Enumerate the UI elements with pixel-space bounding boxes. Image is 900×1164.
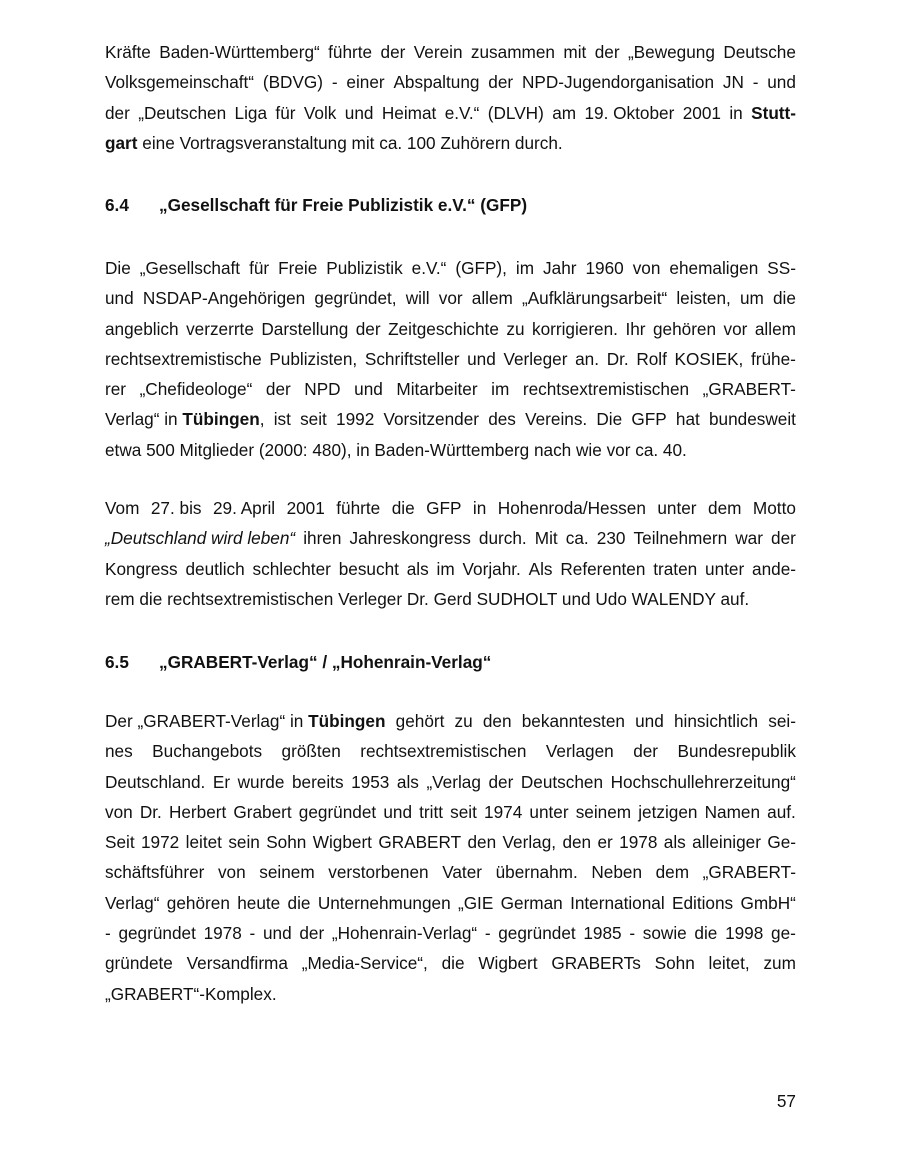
italic-motto: „Deutschland wird leben“ [105, 528, 296, 549]
text-line: gründete Versandfirma „Media-Service“, die Wigbert GRABERTs Sohn leitet, zum [105, 953, 796, 974]
text-line: der „Deutschen Liga für Volk und Heimat e.V.“ (DLVH) am 19. Oktober 2001 in Stutt- [105, 98, 796, 128]
text-line: Volksgemeinschaft“ (BDVG) - einer Abspaltung der NPD-Jugendorganisation JN - und [105, 72, 796, 93]
bold-place-name: Tübingen [308, 711, 386, 731]
section-number: 6.5 [105, 652, 129, 672]
text-line: rechtsextremistische Publizisten, Schriftsteller und Verleger an. Dr. Rolf KOSIEK, frühe- [105, 348, 796, 369]
text-line: und NSDAP-Angehörigen gegründet, will vor allem „Aufklärungsarbeit“ leisten, um die [105, 288, 796, 309]
bold-place-name: Tübingen [182, 409, 260, 430]
text-line: „Deutschland wird leben“ ihren Jahreskongress durch. Mit ca. 230 Teilnehmern war der [105, 523, 796, 553]
text-line: Vom 27. bis 29. April 2001 führte die GFP in Hohenroda/Hessen unter dem Motto [105, 498, 796, 518]
paragraph-gfp-intro [105, 253, 796, 465]
text-line: Deutschland. Er wurde bereits 1953 als „Verlag der Deutschen Hochschullehrerzeitung“ [105, 771, 796, 792]
page-number: 57 [776, 1091, 796, 1111]
bold-place-name: gart [105, 132, 138, 153]
text-line: Kongress deutlich schlechter besucht als im Vorjahr. Als Referenten traten unter ande- [105, 558, 796, 579]
text-line: schäftsführer von seinem verstorbenen Vater übernahm. Neben dem „GRABERT- [105, 862, 796, 883]
section-number: 6.4 [105, 195, 129, 215]
text-line: Verlag“ gehören heute die Unternehmungen „GIE German International Editions GmbH“ [105, 892, 796, 913]
text-line: etwa 500 Mitglieder (2000: 480), in Baden-Württemberg nach wie vor ca. 40. [105, 439, 687, 460]
text-line: Kräfte Baden-Württemberg“ führte der Verein zusammen mit der „Bewegung Deutsche [105, 42, 796, 62]
bold-place-name: Stutt- [751, 102, 796, 123]
text-line: von Dr. Herbert Grabert gegründet und tritt seit 1974 unter seinem jetzigen Namen auf. [105, 801, 796, 822]
paragraph-gfp-congress [105, 493, 796, 614]
section-title: „GRABERT-Verlag“ / „Hohenrain-Verlag“ [159, 652, 492, 672]
text-line: „GRABERT“-Komplex. [105, 983, 277, 1004]
text-line: rer „Chefideologe“ der NPD und Mitarbeiter im rechtsextremistischen „GRABERT- [105, 379, 796, 400]
text-line: Die „Gesellschaft für Freie Publizistik e.V.“ (GFP), im Jahr 1960 von ehemaligen SS- [105, 258, 796, 278]
paragraph-grabert-verlag [105, 706, 796, 1009]
text-line: rem die rechtsextremistischen Verleger Dr. Gerd SUDHOLT und Udo WALENDY auf. [105, 588, 750, 609]
text-line: Der „GRABERT-Verlag“ in Tübingen gehört zu den bekanntesten und hinsichtlich sei- [105, 711, 796, 731]
section-title: „Gesellschaft für Freie Publizistik e.V.“ (GFP) [159, 195, 528, 215]
text-line: - gegründet 1978 - und der „Hohenrain-Verlag“ - gegründet 1985 - sowie die 1998 ge- [105, 923, 796, 944]
text-line: gart eine Vortragsveranstaltung mit ca. 100 Zuhörern durch. [105, 128, 796, 158]
text-line: angeblich verzerrte Darstellung der Zeitgeschichte zu korrigieren. Ihr gehören vor allem [105, 318, 796, 339]
text-line: Verlag“ in Tübingen, ist seit 1992 Vorsitzender des Vereins. Die GFP hat bundesweit [105, 409, 796, 430]
section-heading-6-4 [105, 194, 527, 216]
text-line: nes Buchangebots größten rechtsextremistischen Verlagen der Bundesrepublik [105, 741, 796, 762]
section-heading-6-5 [105, 651, 491, 673]
text-line: Seit 1972 leitet sein Sohn Wigbert GRABERT den Verlag, den er 1978 als alleiniger Ge- [105, 832, 796, 853]
paragraph-carryover [105, 37, 796, 158]
